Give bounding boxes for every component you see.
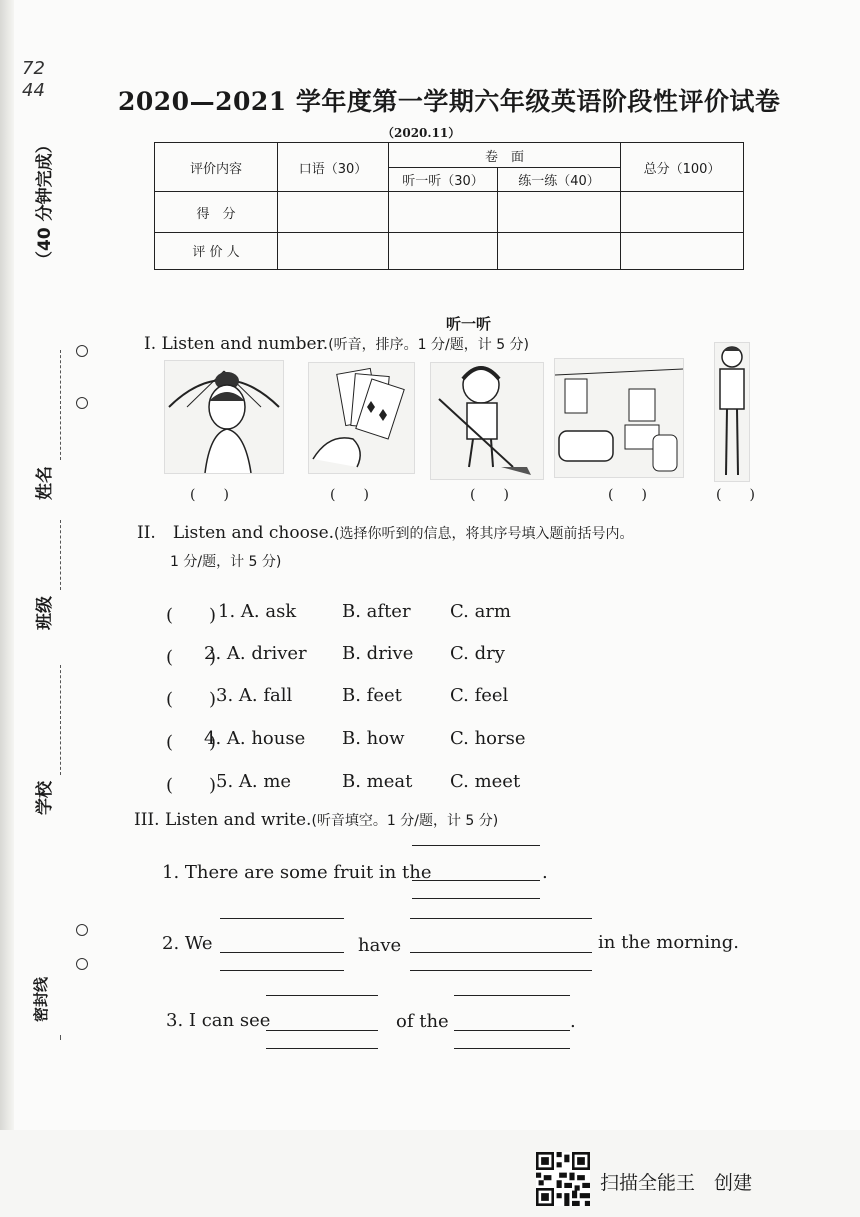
scanner-watermark: 扫描全能王 创建 xyxy=(600,1172,753,1194)
page-edge xyxy=(0,0,14,1130)
school-fill-line[interactable] xyxy=(60,665,61,775)
question-2-end: in the morning. xyxy=(598,932,739,953)
guide-line xyxy=(454,1048,570,1049)
option-a: 3. A. fall xyxy=(216,685,293,706)
score-cell[interactable] xyxy=(498,192,621,232)
option-c: C. dry xyxy=(450,643,505,664)
answer-paren[interactable]: ( ) xyxy=(190,487,229,503)
part3-title-text: III. Listen and write. xyxy=(134,810,312,830)
option-b: B. how xyxy=(342,728,405,749)
answer-blank-3a[interactable] xyxy=(266,1030,378,1031)
class-fill-line[interactable] xyxy=(60,520,61,590)
bathroom-picture xyxy=(554,358,684,478)
option-c: C. horse xyxy=(450,728,526,749)
duration-label: （40 分钟完成） xyxy=(35,136,55,268)
girl-mopping-picture xyxy=(430,362,544,480)
option-b: B. drive xyxy=(342,643,414,664)
reviewer-cell[interactable] xyxy=(498,232,621,269)
header-practice: 练一练（40） xyxy=(498,168,621,192)
part1-title-text: I. Listen and number. xyxy=(144,334,329,354)
guide-line xyxy=(412,898,540,899)
seal-dash-line xyxy=(60,1035,61,1040)
answer-paren[interactable]: ( ) xyxy=(166,647,217,668)
reviewer-cell[interactable] xyxy=(278,232,389,269)
question-2-mid: have xyxy=(358,935,402,956)
binding-hole xyxy=(76,345,88,357)
answer-blank-2b[interactable] xyxy=(410,952,592,953)
handwritten-note: 72 44 xyxy=(22,58,45,101)
answer-paren[interactable]: ( ) xyxy=(166,775,217,796)
answer-paren[interactable]: ( ) xyxy=(166,605,217,626)
name-label: 姓名 xyxy=(35,466,55,500)
question-3-mid: of the xyxy=(396,1011,449,1032)
option-c: C. meet xyxy=(450,771,521,792)
part1-title xyxy=(144,334,529,354)
class-label: 班级 xyxy=(35,596,55,630)
guide-line xyxy=(410,918,592,919)
question-2-start: 2. We xyxy=(162,933,213,954)
exam-title: 2020—2021 学年度第一学期六年级英语阶段性评价试卷 xyxy=(118,87,781,116)
answer-paren[interactable]: ( ) xyxy=(716,487,755,503)
question-1: 1. There are some fruit in the xyxy=(162,862,432,883)
answer-paren[interactable]: ( ) xyxy=(330,487,369,503)
name-fill-line[interactable] xyxy=(60,350,61,460)
seal-line-label: 密封线 xyxy=(32,976,50,1022)
standing-man-picture xyxy=(714,342,750,482)
binding-hole xyxy=(76,397,88,409)
reviewer-cell[interactable] xyxy=(389,232,498,269)
row-reviewer-label: 评 价 人 xyxy=(155,232,278,269)
score-cell[interactable] xyxy=(389,192,498,232)
row-score-label: 得 分 xyxy=(155,192,278,232)
guide-line xyxy=(266,1048,378,1049)
header-paper: 卷 面 xyxy=(389,143,621,168)
option-b: B. meat xyxy=(342,771,413,792)
binding-hole xyxy=(76,924,88,936)
header-total: 总分（100） xyxy=(621,143,744,192)
option-a: 5. A. me xyxy=(216,771,292,792)
header-listen: 听一听（30） xyxy=(389,168,498,192)
part1-instruction: (听音，排序。1 分/题，计 5 分) xyxy=(328,337,530,353)
girl-with-umbrella-picture xyxy=(164,360,284,474)
playing-cards-picture xyxy=(308,362,415,474)
option-b: B. after xyxy=(342,601,411,622)
qr-code-icon xyxy=(536,1152,590,1206)
part2-title-text: II. Listen and choose. xyxy=(137,523,335,543)
section-heading: 听一听 xyxy=(446,315,492,333)
answer-blank-3b[interactable] xyxy=(454,1030,570,1031)
part2-title xyxy=(137,518,634,543)
answer-paren[interactable]: ( ) xyxy=(166,689,217,710)
option-a: 4. A. house xyxy=(204,728,306,749)
score-cell[interactable] xyxy=(621,192,744,232)
part2-instruction2: 1 分/题，计 5 分) xyxy=(170,554,282,570)
score-table xyxy=(154,142,744,270)
option-a: 1. A. ask xyxy=(218,601,297,622)
period: . xyxy=(542,862,548,883)
exam-date: （2020.11） xyxy=(382,126,461,140)
answer-paren[interactable]: ( ) xyxy=(608,487,647,503)
answer-paren[interactable]: ( ) xyxy=(470,487,509,503)
guide-line xyxy=(410,970,592,971)
guide-line xyxy=(220,918,344,919)
part2-instruction: (选择你听到的信息，将其序号填入题前括号内。 xyxy=(334,526,634,542)
reviewer-cell[interactable] xyxy=(621,232,744,269)
guide-line xyxy=(220,970,344,971)
part3-instruction: (听音填空。1 分/题，计 5 分) xyxy=(311,813,499,829)
option-a: 2. A. driver xyxy=(204,643,307,664)
period: . xyxy=(570,1011,576,1032)
header-content: 评价内容 xyxy=(155,143,278,192)
answer-blank-2a[interactable] xyxy=(220,952,344,953)
option-c: C. arm xyxy=(450,601,511,622)
question-3-start: 3. I can see xyxy=(166,1010,271,1031)
score-cell[interactable] xyxy=(278,192,389,232)
answer-paren[interactable]: ( ) xyxy=(166,732,217,753)
answer-blank-1[interactable] xyxy=(412,880,540,881)
header-oral: 口语（30） xyxy=(278,143,389,192)
school-label: 学校 xyxy=(35,781,55,815)
option-c: C. feel xyxy=(450,685,509,706)
binding-hole xyxy=(76,958,88,970)
guide-line xyxy=(454,995,570,996)
guide-line xyxy=(412,845,540,846)
option-b: B. feet xyxy=(342,685,402,706)
part3-title xyxy=(134,810,498,830)
guide-line xyxy=(266,995,378,996)
